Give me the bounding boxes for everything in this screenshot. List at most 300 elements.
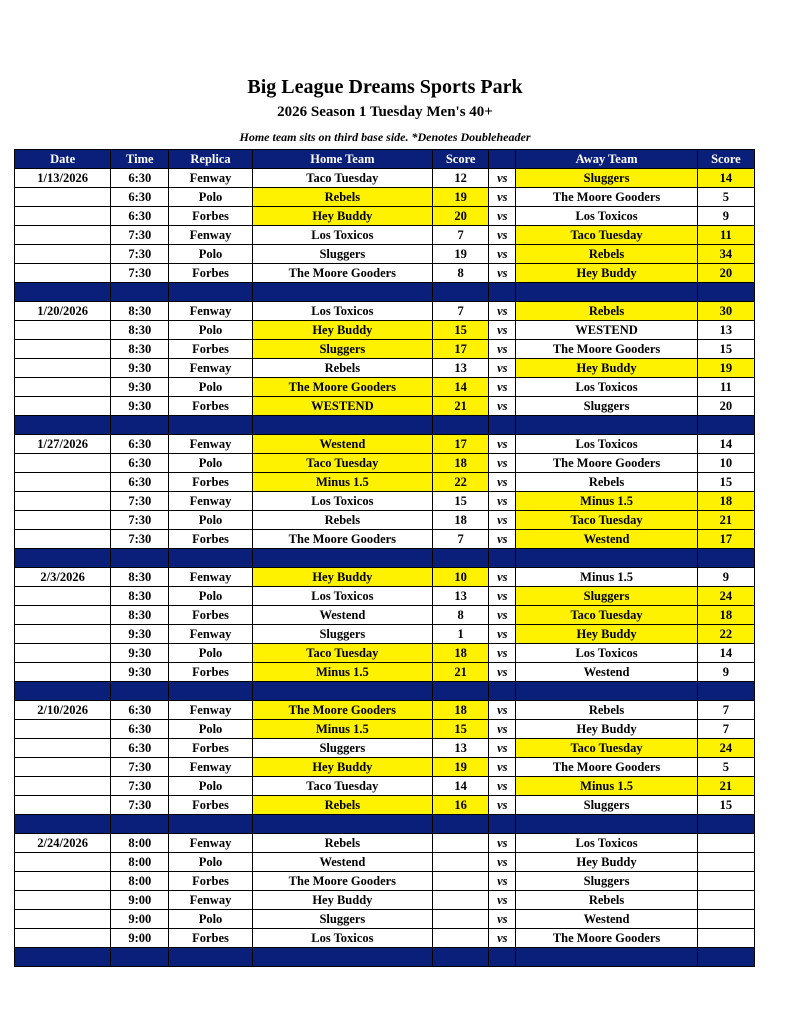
page-note: Home team sits on third base side. *Denotes Doubleheader <box>239 130 531 144</box>
date-cell <box>15 378 111 397</box>
field-cell: Forbes <box>169 207 252 226</box>
away-team-cell: Rebels <box>516 891 697 910</box>
away-team-cell: Minus 1.5 <box>516 492 697 511</box>
time-cell: 9:30 <box>111 378 169 397</box>
field-cell: Forbes <box>169 397 252 416</box>
field-cell: Polo <box>169 910 252 929</box>
vs-cell: vs <box>489 359 516 378</box>
home-team-cell: Sluggers <box>252 910 432 929</box>
field-cell: Fenway <box>169 834 252 853</box>
away-score-cell: 18 <box>697 606 754 625</box>
field-cell: Polo <box>169 587 252 606</box>
away-team-cell: Hey Buddy <box>516 853 697 872</box>
home-team-cell: Hey Buddy <box>252 758 432 777</box>
away-team-cell: Rebels <box>516 302 697 321</box>
vs-cell: vs <box>489 663 516 682</box>
home-score-cell: 15 <box>433 321 489 340</box>
vs-cell: vs <box>489 758 516 777</box>
table-row <box>15 834 755 853</box>
away-score-cell: 20 <box>697 264 754 283</box>
field-cell: Polo <box>169 188 252 207</box>
date-cell <box>15 644 111 663</box>
vs-cell: vs <box>489 378 516 397</box>
away-team-cell: The Moore Gooders <box>516 758 697 777</box>
away-score-cell: 17 <box>697 530 754 549</box>
vs-cell: vs <box>489 739 516 758</box>
separator-cell <box>111 948 169 967</box>
vs-cell: vs <box>489 169 516 188</box>
away-team-cell: Los Toxicos <box>516 207 697 226</box>
table-row <box>15 872 755 891</box>
page-title: Big League Dreams Sports Park <box>247 76 523 98</box>
time-cell: 9:00 <box>111 929 169 948</box>
separator-cell <box>252 682 432 701</box>
field-cell: Polo <box>169 853 252 872</box>
date-cell <box>15 625 111 644</box>
separator-cell <box>433 948 489 967</box>
away-score-cell: 24 <box>697 739 754 758</box>
separator-cell <box>516 948 697 967</box>
away-team-cell: Rebels <box>516 245 697 264</box>
separator-cell <box>516 815 697 834</box>
time-cell: 8:30 <box>111 321 169 340</box>
time-cell: 8:30 <box>111 587 169 606</box>
time-cell: 6:30 <box>111 701 169 720</box>
table-row <box>15 207 755 226</box>
table-row <box>15 511 755 530</box>
separator-cell <box>252 283 432 302</box>
away-team-cell: Sluggers <box>516 872 697 891</box>
field-cell: Polo <box>169 511 252 530</box>
separator-cell <box>697 948 754 967</box>
home-score-cell: 13 <box>433 587 489 606</box>
vs-cell: vs <box>489 872 516 891</box>
field-cell: Fenway <box>169 758 252 777</box>
separator-cell <box>252 948 432 967</box>
away-score-cell: 18 <box>697 492 754 511</box>
away-team-cell: Minus 1.5 <box>516 568 697 587</box>
time-cell: 6:30 <box>111 169 169 188</box>
home-score-cell <box>433 834 489 853</box>
vs-cell: vs <box>489 834 516 853</box>
time-cell: 7:30 <box>111 492 169 511</box>
home-team-cell: Los Toxicos <box>252 587 432 606</box>
page-subtitle: 2026 Season 1 Tuesday Men's 40+ <box>277 104 493 120</box>
vs-cell: vs <box>489 511 516 530</box>
separator-cell <box>15 416 111 435</box>
home-team-cell: Sluggers <box>252 245 432 264</box>
vs-cell: vs <box>489 777 516 796</box>
away-team-cell: The Moore Gooders <box>516 188 697 207</box>
away-team-cell: Rebels <box>516 701 697 720</box>
separator-cell <box>489 416 516 435</box>
table-row <box>15 739 755 758</box>
column-header: Time <box>111 150 169 169</box>
away-team-cell: Taco Tuesday <box>516 739 697 758</box>
separator-cell <box>697 682 754 701</box>
home-team-cell: Los Toxicos <box>252 492 432 511</box>
separator-cell <box>697 815 754 834</box>
home-score-cell <box>433 872 489 891</box>
separator-cell <box>169 549 252 568</box>
table-row <box>15 777 755 796</box>
separator-cell <box>169 682 252 701</box>
separator-cell <box>111 416 169 435</box>
vs-cell: vs <box>489 720 516 739</box>
week-separator <box>15 416 755 435</box>
separator-cell <box>169 283 252 302</box>
home-score-cell: 17 <box>433 340 489 359</box>
vs-cell: vs <box>489 245 516 264</box>
date-cell: 2/24/2026 <box>15 834 111 853</box>
home-team-cell: WESTEND <box>252 397 432 416</box>
away-score-cell: 5 <box>697 188 754 207</box>
table-row <box>15 435 755 454</box>
table-row <box>15 853 755 872</box>
date-cell <box>15 758 111 777</box>
home-team-cell: The Moore Gooders <box>252 530 432 549</box>
time-cell: 7:30 <box>111 226 169 245</box>
table-row <box>15 568 755 587</box>
table-row <box>15 606 755 625</box>
separator-cell <box>433 283 489 302</box>
away-score-cell <box>697 891 754 910</box>
home-team-cell: Minus 1.5 <box>252 473 432 492</box>
home-team-cell: Rebels <box>252 834 432 853</box>
field-cell: Fenway <box>169 568 252 587</box>
table-row <box>15 625 755 644</box>
table-row <box>15 302 755 321</box>
home-team-cell: Taco Tuesday <box>252 644 432 663</box>
column-header: Replica <box>169 150 252 169</box>
table-row <box>15 720 755 739</box>
away-score-cell: 22 <box>697 625 754 644</box>
away-score-cell <box>697 872 754 891</box>
home-team-cell: Sluggers <box>252 625 432 644</box>
separator-cell <box>489 815 516 834</box>
time-cell: 7:30 <box>111 264 169 283</box>
table-row <box>15 644 755 663</box>
date-cell <box>15 359 111 378</box>
away-team-cell: Hey Buddy <box>516 720 697 739</box>
column-header: Score <box>697 150 754 169</box>
field-cell: Fenway <box>169 169 252 188</box>
home-team-cell: Sluggers <box>252 340 432 359</box>
field-cell: Fenway <box>169 701 252 720</box>
away-team-cell: Hey Buddy <box>516 264 697 283</box>
field-cell: Polo <box>169 245 252 264</box>
home-team-cell: The Moore Gooders <box>252 264 432 283</box>
time-cell: 8:30 <box>111 340 169 359</box>
separator-cell <box>252 416 432 435</box>
field-cell: Polo <box>169 378 252 397</box>
vs-cell: vs <box>489 492 516 511</box>
home-score-cell: 19 <box>433 758 489 777</box>
field-cell: Forbes <box>169 473 252 492</box>
home-team-cell: Rebels <box>252 359 432 378</box>
home-team-cell: Los Toxicos <box>252 302 432 321</box>
table-row <box>15 929 755 948</box>
away-team-cell: Sluggers <box>516 587 697 606</box>
away-score-cell: 14 <box>697 169 754 188</box>
time-cell: 7:30 <box>111 511 169 530</box>
date-cell <box>15 492 111 511</box>
away-score-cell: 34 <box>697 245 754 264</box>
date-cell <box>15 606 111 625</box>
table-row <box>15 758 755 777</box>
table-row <box>15 245 755 264</box>
vs-cell: vs <box>489 435 516 454</box>
home-team-cell: Rebels <box>252 511 432 530</box>
away-score-cell: 13 <box>697 321 754 340</box>
home-team-cell: Rebels <box>252 796 432 815</box>
separator-cell <box>111 815 169 834</box>
away-score-cell: 9 <box>697 207 754 226</box>
time-cell: 9:00 <box>111 891 169 910</box>
table-row <box>15 264 755 283</box>
home-score-cell: 18 <box>433 511 489 530</box>
separator-cell <box>697 283 754 302</box>
time-cell: 9:30 <box>111 644 169 663</box>
home-team-cell: Los Toxicos <box>252 929 432 948</box>
vs-cell: vs <box>489 188 516 207</box>
away-score-cell: 5 <box>697 758 754 777</box>
separator-cell <box>169 416 252 435</box>
separator-cell <box>516 549 697 568</box>
table-row <box>15 891 755 910</box>
away-score-cell: 21 <box>697 511 754 530</box>
date-cell <box>15 473 111 492</box>
home-score-cell: 20 <box>433 207 489 226</box>
table-row <box>15 910 755 929</box>
home-team-cell: Los Toxicos <box>252 226 432 245</box>
separator-cell <box>252 549 432 568</box>
home-score-cell: 13 <box>433 739 489 758</box>
vs-cell: vs <box>489 473 516 492</box>
home-team-cell: Hey Buddy <box>252 568 432 587</box>
vs-cell: vs <box>489 606 516 625</box>
home-score-cell: 22 <box>433 473 489 492</box>
field-cell: Forbes <box>169 264 252 283</box>
time-cell: 9:30 <box>111 359 169 378</box>
date-cell <box>15 853 111 872</box>
home-score-cell: 7 <box>433 530 489 549</box>
vs-cell: vs <box>489 397 516 416</box>
date-cell: 1/20/2026 <box>15 302 111 321</box>
date-cell: 2/10/2026 <box>15 701 111 720</box>
date-cell <box>15 530 111 549</box>
separator-cell <box>697 549 754 568</box>
home-score-cell: 7 <box>433 226 489 245</box>
time-cell: 7:30 <box>111 796 169 815</box>
time-cell: 9:00 <box>111 910 169 929</box>
home-score-cell: 15 <box>433 720 489 739</box>
date-cell <box>15 891 111 910</box>
away-score-cell: 21 <box>697 777 754 796</box>
field-cell: Fenway <box>169 302 252 321</box>
column-header: Score <box>433 150 489 169</box>
home-score-cell: 8 <box>433 606 489 625</box>
home-team-cell: The Moore Gooders <box>252 701 432 720</box>
vs-cell: vs <box>489 207 516 226</box>
date-cell: 2/3/2026 <box>15 568 111 587</box>
away-score-cell: 11 <box>697 378 754 397</box>
separator-cell <box>169 948 252 967</box>
time-cell: 9:30 <box>111 397 169 416</box>
field-cell: Forbes <box>169 340 252 359</box>
away-score-cell <box>697 910 754 929</box>
home-team-cell: Westend <box>252 853 432 872</box>
date-cell <box>15 587 111 606</box>
field-cell: Forbes <box>169 663 252 682</box>
date-cell <box>15 511 111 530</box>
home-team-cell: Minus 1.5 <box>252 720 432 739</box>
field-cell: Fenway <box>169 625 252 644</box>
home-score-cell: 12 <box>433 169 489 188</box>
home-score-cell: 21 <box>433 397 489 416</box>
home-team-cell: Taco Tuesday <box>252 454 432 473</box>
separator-cell <box>433 815 489 834</box>
field-cell: Polo <box>169 777 252 796</box>
date-cell <box>15 226 111 245</box>
vs-cell: vs <box>489 929 516 948</box>
away-score-cell: 15 <box>697 340 754 359</box>
home-score-cell: 18 <box>433 644 489 663</box>
vs-cell: vs <box>489 910 516 929</box>
table-row <box>15 321 755 340</box>
field-cell: Forbes <box>169 739 252 758</box>
time-cell: 6:30 <box>111 720 169 739</box>
date-cell <box>15 207 111 226</box>
field-cell: Fenway <box>169 435 252 454</box>
vs-cell: vs <box>489 701 516 720</box>
home-score-cell <box>433 910 489 929</box>
vs-cell: vs <box>489 530 516 549</box>
vs-cell: vs <box>489 625 516 644</box>
date-cell <box>15 929 111 948</box>
away-team-cell: Hey Buddy <box>516 625 697 644</box>
field-cell: Polo <box>169 720 252 739</box>
separator-cell <box>489 549 516 568</box>
table-row <box>15 454 755 473</box>
time-cell: 6:30 <box>111 207 169 226</box>
vs-cell: vs <box>489 644 516 663</box>
home-score-cell: 7 <box>433 302 489 321</box>
field-cell: Fenway <box>169 891 252 910</box>
time-cell: 8:30 <box>111 568 169 587</box>
time-cell: 7:30 <box>111 530 169 549</box>
away-team-cell: Rebels <box>516 473 697 492</box>
date-cell <box>15 910 111 929</box>
date-cell <box>15 663 111 682</box>
away-score-cell: 24 <box>697 587 754 606</box>
time-cell: 8:30 <box>111 302 169 321</box>
away-score-cell: 20 <box>697 397 754 416</box>
separator-cell <box>111 549 169 568</box>
date-cell <box>15 397 111 416</box>
away-team-cell: WESTEND <box>516 321 697 340</box>
away-score-cell: 15 <box>697 473 754 492</box>
away-score-cell: 7 <box>697 720 754 739</box>
vs-cell: vs <box>489 340 516 359</box>
time-cell: 6:30 <box>111 188 169 207</box>
away-team-cell: Taco Tuesday <box>516 606 697 625</box>
time-cell: 7:30 <box>111 777 169 796</box>
date-cell <box>15 777 111 796</box>
home-team-cell: Hey Buddy <box>252 891 432 910</box>
separator-cell <box>433 416 489 435</box>
separator-cell <box>489 948 516 967</box>
date-cell <box>15 321 111 340</box>
schedule-body <box>15 169 755 967</box>
date-cell <box>15 454 111 473</box>
away-team-cell: Minus 1.5 <box>516 777 697 796</box>
separator-cell <box>15 549 111 568</box>
field-cell: Forbes <box>169 606 252 625</box>
table-row <box>15 530 755 549</box>
away-score-cell: 14 <box>697 644 754 663</box>
table-row <box>15 378 755 397</box>
vs-cell: vs <box>489 264 516 283</box>
date-cell <box>15 720 111 739</box>
away-team-cell: Los Toxicos <box>516 834 697 853</box>
separator-cell <box>15 682 111 701</box>
separator-cell <box>697 416 754 435</box>
week-separator <box>15 815 755 834</box>
separator-cell <box>516 416 697 435</box>
schedule-table <box>14 149 755 967</box>
away-score-cell: 15 <box>697 796 754 815</box>
column-header: Away Team <box>516 150 697 169</box>
date-cell <box>15 872 111 891</box>
time-cell: 8:00 <box>111 872 169 891</box>
home-team-cell: Sluggers <box>252 739 432 758</box>
away-team-cell: Westend <box>516 663 697 682</box>
vs-cell: vs <box>489 568 516 587</box>
column-header <box>489 150 516 169</box>
time-cell: 8:00 <box>111 834 169 853</box>
away-team-cell: Sluggers <box>516 796 697 815</box>
home-score-cell: 18 <box>433 701 489 720</box>
home-score-cell: 18 <box>433 454 489 473</box>
table-row <box>15 473 755 492</box>
away-team-cell: Sluggers <box>516 397 697 416</box>
away-team-cell: Los Toxicos <box>516 378 697 397</box>
table-row <box>15 188 755 207</box>
home-score-cell: 10 <box>433 568 489 587</box>
table-row <box>15 359 755 378</box>
time-cell: 9:30 <box>111 663 169 682</box>
home-team-cell: The Moore Gooders <box>252 872 432 891</box>
field-cell: Polo <box>169 454 252 473</box>
away-team-cell: Hey Buddy <box>516 359 697 378</box>
time-cell: 7:30 <box>111 758 169 777</box>
table-row <box>15 340 755 359</box>
week-separator <box>15 948 755 967</box>
separator-cell <box>252 815 432 834</box>
away-score-cell: 11 <box>697 226 754 245</box>
home-team-cell: Taco Tuesday <box>252 169 432 188</box>
time-cell: 6:30 <box>111 454 169 473</box>
vs-cell: vs <box>489 321 516 340</box>
home-score-cell: 14 <box>433 777 489 796</box>
table-row <box>15 492 755 511</box>
home-team-cell: Taco Tuesday <box>252 777 432 796</box>
time-cell: 6:30 <box>111 739 169 758</box>
away-score-cell: 14 <box>697 435 754 454</box>
table-row <box>15 663 755 682</box>
away-team-cell: Los Toxicos <box>516 435 697 454</box>
